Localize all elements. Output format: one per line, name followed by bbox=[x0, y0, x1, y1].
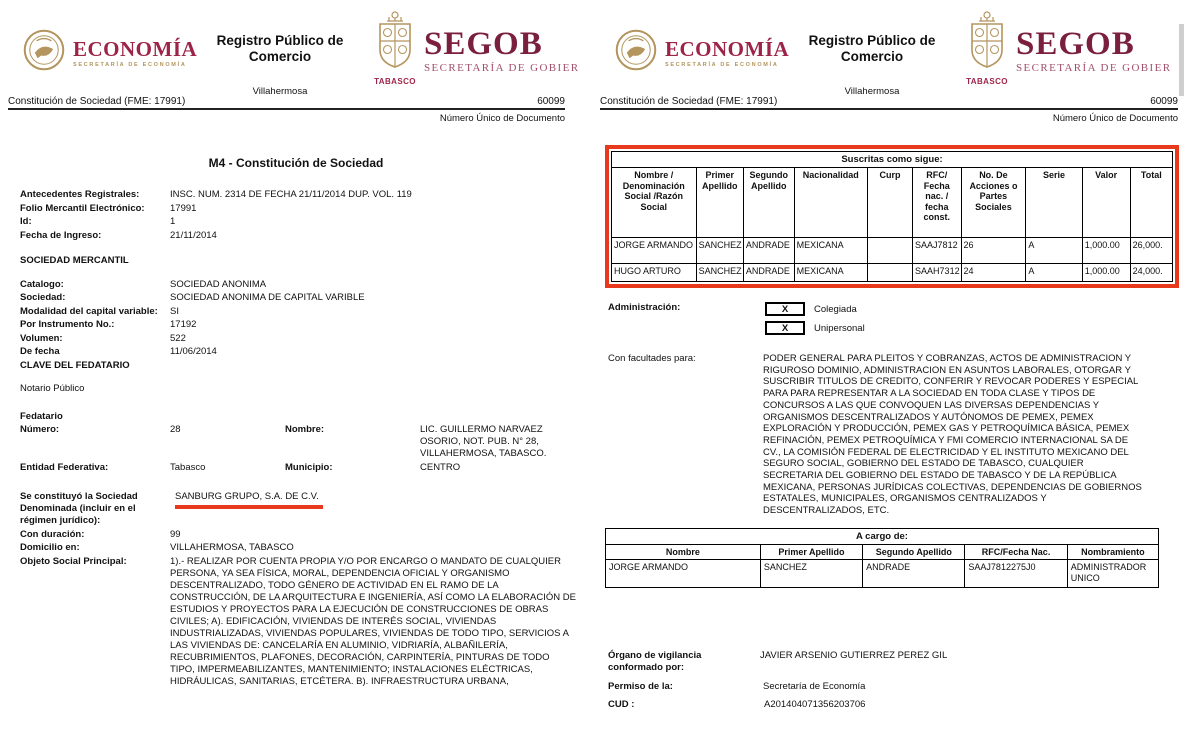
field-label: Nombre: bbox=[285, 424, 325, 435]
column-header: Nombre / Denominación Social /Razón Social bbox=[612, 168, 697, 238]
field-value: LIC. GUILLERMO NARVAEZ OSORIO, NOT. PUB. N° 28, VILLAHERMOSA, TABASCO. bbox=[420, 424, 547, 459]
document-page-2 bbox=[592, 0, 1184, 750]
field-value: 99 bbox=[170, 528, 181, 540]
column-header: Segundo Apellido bbox=[743, 168, 794, 238]
option-colegiada bbox=[765, 302, 865, 316]
field-label: Domicilio en: bbox=[20, 542, 80, 553]
suscritas-table bbox=[611, 151, 1173, 282]
field-label: Municipio: bbox=[285, 461, 333, 473]
page-title: M4 - Constitución de Sociedad bbox=[208, 156, 384, 170]
document-strip bbox=[600, 96, 1178, 110]
field-value: 21/11/2014 bbox=[170, 229, 217, 241]
field-value: 17192 bbox=[170, 319, 197, 330]
cargo-table bbox=[605, 528, 1159, 588]
document-number-label: Número Único de Documento bbox=[439, 113, 565, 124]
cell-curp bbox=[867, 264, 912, 282]
field-label: Folio Mercantil Electrónico: bbox=[20, 202, 145, 214]
field-label: Fecha de Ingreso: bbox=[20, 229, 102, 241]
field-label: Volumen: bbox=[20, 332, 63, 344]
document-strip bbox=[8, 96, 565, 110]
field-row bbox=[20, 424, 576, 460]
field-label: Por Instrumento No.: bbox=[20, 319, 115, 330]
field-label: Catalogo: bbox=[20, 278, 64, 290]
cell-rfc: SAAH7312 bbox=[913, 264, 961, 282]
checkbox-colegiada: X bbox=[765, 302, 805, 316]
field-row bbox=[20, 292, 576, 304]
column-header: Nombramiento bbox=[1067, 545, 1158, 560]
field-value: Secretaría de Economía bbox=[763, 681, 866, 692]
field-value: SOCIEDAD ANONIMA DE CAPITAL VARIBLE bbox=[170, 292, 365, 303]
column-header: Serie bbox=[1026, 168, 1082, 238]
column-header: Valor bbox=[1082, 168, 1130, 238]
fedatario-heading: Fedatario bbox=[20, 410, 63, 422]
economia-wordmark: ECONOMÍA bbox=[73, 36, 198, 61]
column-header: Segundo Apellido bbox=[863, 545, 965, 560]
administracion-row bbox=[608, 302, 865, 335]
facultades-text: PODER GENERAL PARA PLEITOS Y COBRANZAS, ACTOS DE ADMINISTRACION Y RIGUROSO DOMINIO, ADMINISTRACION EN ASUNTOS LABORALES, OTORGAR Y SUSCRIBIR TITULOS DE CREDITO, CONFERIR Y REVOCAR PODERES Y ESPECIAL PARA PARA REPRESENTAR A LA SOCIEDAD EN TODA CLASE Y TIPOS DE CONCURSOS A LAS QUE CONVOQUEN LAS DIVERSAS DEPENDENCIAS Y ORGANISMOS DESCENTRALIZADOS Y AUTÓNOMOS DE PEMEX, PEMEX EXPLORACIÓN Y PRODUCCIÓN, PEMEX GAS Y PETROQUÍMICA BÁSICA, PEMEX REFINACIÓN, PEMEX PETROQUÍMICA Y FMI COMERCIO INTERNACIONAL SA DE CV., LA COMISIÓN FEDERAL DE ELECTRICIDAD Y EL INSTITUTO MEXICANO DEL SEGURO SOCIAL, GOBIERNO DEL ESTADO DE TABASCO, CUALQUIER SECRETARIA DEL GOBIERNO DEL ESTADO DE TABASCO Y DE LA REPÚBLICA MEXICANA, PERSONAS JURÍDICAS COLECTIVAS, DEPENDENCIAS DE GOBIERNOS ESTATALES, MUNICIPALES, ORGANISMOS CENTRALIZADOS Y DESCENTRALIZADOS, ETC. bbox=[763, 353, 1142, 517]
table-row bbox=[612, 264, 1173, 282]
cell-primer-apellido: SANCHEZ bbox=[696, 238, 743, 264]
cell-nacionalidad: MEXICANA bbox=[794, 238, 867, 264]
field-value: VILLAHERMOSA, TABASCO bbox=[170, 542, 294, 553]
tabasco-label: TABASCO bbox=[966, 77, 1008, 86]
column-header: Primer Apellido bbox=[760, 545, 862, 560]
left-fields bbox=[20, 189, 576, 689]
permiso-row bbox=[608, 681, 865, 693]
field-row bbox=[20, 542, 576, 554]
cell-total: 24,000. bbox=[1130, 264, 1172, 282]
economia-subtitle: SECRETARÍA DE ECONOMÍA bbox=[665, 61, 779, 68]
field-label: Con duración: bbox=[20, 528, 85, 540]
economia-seal-icon bbox=[22, 28, 66, 77]
field-value: 1 bbox=[170, 216, 176, 227]
field-value: 28 bbox=[170, 424, 181, 435]
document-type: Constitución de Sociedad (FME: 17991) bbox=[8, 96, 186, 107]
field-label: Órgano de vigilancia conformado por: bbox=[608, 650, 702, 673]
cell-nombre: JORGE ARMANDO bbox=[606, 560, 761, 588]
field-label: Se constituyó la Sociedad Denominada (incluir en el régimen jurídico): bbox=[20, 491, 138, 526]
tabasco-emblem bbox=[371, 11, 419, 86]
checkbox-unipersonal: X bbox=[765, 321, 805, 335]
field-label: Modalidad del capital variable: bbox=[20, 305, 158, 317]
tabasco-shield-icon bbox=[373, 58, 417, 75]
field-value: CENTRO bbox=[420, 461, 461, 473]
cell-primer-apellido: SANCHEZ bbox=[760, 560, 862, 588]
cell-rfc: SAAJ7812 bbox=[913, 238, 961, 264]
tabasco-label: TABASCO bbox=[374, 77, 416, 86]
economia-seal-icon bbox=[614, 28, 658, 77]
field-row bbox=[20, 319, 576, 331]
field-value: Tabasco bbox=[170, 461, 206, 473]
registry-office: Villahermosa bbox=[844, 86, 900, 97]
objeto-social-text: 1).- REALIZAR POR CUENTA PROPIA Y/O POR ENCARGO O MANDATO DE CUALQUIER PERSONA, YA SEA FÍSICA, MORAL, DEPENDENCIA OFICIAL Y ORGANISMO DESCENTRALIZADO, TODO GÉNERO DE ACTIVIDAD EN EL RAMO DE LA CONSTRUCCIÓN, DE LA ARQUITECTURA E INGENIERÍA, ASÍ COMO LA ELABORACIÓN DE ESTUDIOS Y PROYECTOS PARA LA EJECUCIÓN DE CONSTRUCCIONES DE OBRAS CIVILES; A). EDIFICACIÓN, VIVIENDAS DE INTERÉS SOCIAL, VIVIENDAS INDUSTRIALIZADAS, VIVIENDAS POPULARES, VIVIENDAS DE TODO TIPO, SERVICIOS A LAS VIVIENDAS DE: CANCELARÍA EN ALUMINIO, VIDRIARÍA, ALBAÑILERÍA, RECUBRIMIENTOS, PLAFONES, DECORACIÓN, CARPINTERÍA, PINTURAS DE TODO TIPO, IMPERMEABILIZANTES, MANTENIMIENTO; INSTALACIONES ELÉCTRICAS, HIDRÁULICAS, SANITARIAS, ETCÉTERA. B). INFRAESTRUCTURA URBANA, bbox=[170, 555, 576, 687]
cell-nacionalidad: MEXICANA bbox=[794, 264, 867, 282]
table-header-row bbox=[612, 168, 1173, 238]
segob-subtitle: SECRETARÍA DE GOBIER bbox=[424, 62, 580, 74]
field-label: Sociedad: bbox=[20, 292, 66, 303]
cell-nombramiento: ADMINISTRADOR UNICO bbox=[1067, 560, 1158, 588]
cell-curp bbox=[867, 238, 912, 264]
cell-serie: A bbox=[1026, 238, 1082, 264]
document-type: Constitución de Sociedad (FME: 17991) bbox=[600, 96, 778, 107]
cell-nombre: JORGE ARMANDO bbox=[612, 238, 697, 264]
field-row bbox=[20, 203, 576, 215]
facultades-row bbox=[608, 353, 1145, 517]
field-value: 522 bbox=[170, 332, 186, 344]
field-value: 11/06/2014 bbox=[170, 346, 217, 357]
cell-segundo-apellido: ANDRADE bbox=[743, 238, 794, 264]
cell-primer-apellido: SANCHEZ bbox=[696, 264, 743, 282]
field-label: Entidad Federativa: bbox=[20, 461, 109, 473]
field-label: Con facultades para: bbox=[608, 353, 696, 364]
table-header-row bbox=[606, 545, 1159, 560]
economia-wordmark: ECONOMÍA bbox=[665, 36, 790, 61]
cell-serie: A bbox=[1026, 264, 1082, 282]
segob-logo bbox=[424, 27, 579, 74]
cell-rfc: SAAJ7812275J0 bbox=[965, 560, 1067, 588]
document-number: 60099 bbox=[537, 96, 565, 107]
cell-acciones: 26 bbox=[961, 238, 1026, 264]
field-row bbox=[20, 462, 576, 474]
segob-logo bbox=[1016, 27, 1171, 74]
cell-valor: 1,000.00 bbox=[1082, 238, 1130, 264]
field-row bbox=[20, 333, 576, 345]
field-label: Objeto Social Principal: bbox=[20, 555, 127, 567]
column-header: Total bbox=[1130, 168, 1172, 238]
table-title: Suscritas como sigue: bbox=[612, 152, 1173, 168]
registry-office: Villahermosa bbox=[252, 86, 308, 97]
field-row bbox=[20, 279, 576, 291]
field-row bbox=[20, 216, 576, 228]
tabasco-shield-icon bbox=[965, 58, 1009, 75]
field-value: SOCIEDAD ANONIMA bbox=[170, 278, 267, 290]
segob-wordmark: SEGOB bbox=[424, 26, 543, 62]
document-number-label: Número Único de Documento bbox=[1052, 113, 1178, 124]
column-header: RFC/Fecha Nac. bbox=[965, 545, 1067, 560]
table-row bbox=[606, 560, 1159, 588]
field-label: De fecha bbox=[20, 346, 60, 357]
field-value: JAVIER ARSENIO GUTIERREZ PEREZ GIL bbox=[760, 650, 948, 661]
field-value: SI bbox=[170, 305, 179, 317]
field-value: 17991 bbox=[170, 202, 197, 214]
economia-logo bbox=[614, 28, 789, 77]
segob-wordmark: SEGOB bbox=[1016, 26, 1135, 62]
registry-title: Registro Público de Comercio bbox=[216, 33, 344, 64]
field-row bbox=[20, 529, 576, 541]
column-header: RFC/ Fecha nac. / fecha const. bbox=[913, 168, 961, 238]
field-label: Número: bbox=[20, 424, 60, 435]
section-heading: CLAVE DEL FEDATARIO bbox=[20, 359, 130, 371]
table-row bbox=[612, 238, 1173, 264]
field-row bbox=[20, 230, 576, 242]
tabasco-emblem bbox=[963, 11, 1011, 86]
cell-acciones: 24 bbox=[961, 264, 1026, 282]
field-value: INSC. NUM. 2314 DE FECHA 21/11/2014 DUP. VOL. 119 bbox=[170, 189, 412, 200]
document-number: 60099 bbox=[1150, 96, 1178, 107]
field-row bbox=[20, 306, 576, 318]
cell-segundo-apellido: ANDRADE bbox=[743, 264, 794, 282]
economia-subtitle: SECRETARÍA DE ECONOMÍA bbox=[73, 61, 187, 68]
field-label: Antecedentes Registrales: bbox=[20, 189, 140, 200]
economia-logo bbox=[22, 28, 197, 77]
viewer-page-edge bbox=[1179, 24, 1184, 96]
checkbox-label: Unipersonal bbox=[814, 322, 865, 334]
field-row bbox=[20, 556, 576, 688]
table-title: A cargo de: bbox=[606, 529, 1159, 545]
organo-vigilancia-row bbox=[608, 650, 947, 674]
notario-publico-text: Notario Público bbox=[20, 383, 85, 394]
column-header: Primer Apellido bbox=[696, 168, 743, 238]
field-label: Administración: bbox=[608, 302, 681, 313]
option-unipersonal bbox=[765, 321, 865, 335]
cell-total: 26,000. bbox=[1130, 238, 1172, 264]
cargo-table-wrap bbox=[605, 528, 1159, 588]
cud-row bbox=[608, 699, 865, 711]
column-header: Nombre bbox=[606, 545, 761, 560]
field-row bbox=[20, 346, 576, 358]
field-row bbox=[20, 491, 576, 527]
field-label: Permiso de la: bbox=[608, 681, 673, 692]
registry-title: Registro Público de Comercio bbox=[808, 33, 936, 64]
section-heading: SOCIEDAD MERCANTIL bbox=[20, 255, 129, 266]
field-value: A201404071356203706 bbox=[764, 699, 866, 710]
field-label: CUD : bbox=[608, 699, 635, 710]
field-label: Id: bbox=[20, 216, 32, 227]
column-header: Nacionalidad bbox=[794, 168, 867, 238]
column-header: No. De Acciones o Partes Sociales bbox=[961, 168, 1026, 238]
company-name-highlighted: SANBURG GRUPO, S.A. DE C.V. bbox=[175, 491, 323, 509]
checkbox-label: Colegiada bbox=[814, 303, 857, 315]
segob-subtitle: SECRETARÍA DE GOBIER bbox=[1016, 62, 1172, 74]
column-header: Curp bbox=[867, 168, 912, 238]
cell-valor: 1,000.00 bbox=[1082, 264, 1130, 282]
field-row bbox=[20, 189, 576, 201]
cell-nombre: HUGO ARTURO bbox=[612, 264, 697, 282]
suscritas-table-highlight bbox=[605, 145, 1179, 288]
cell-segundo-apellido: ANDRADE bbox=[863, 560, 965, 588]
